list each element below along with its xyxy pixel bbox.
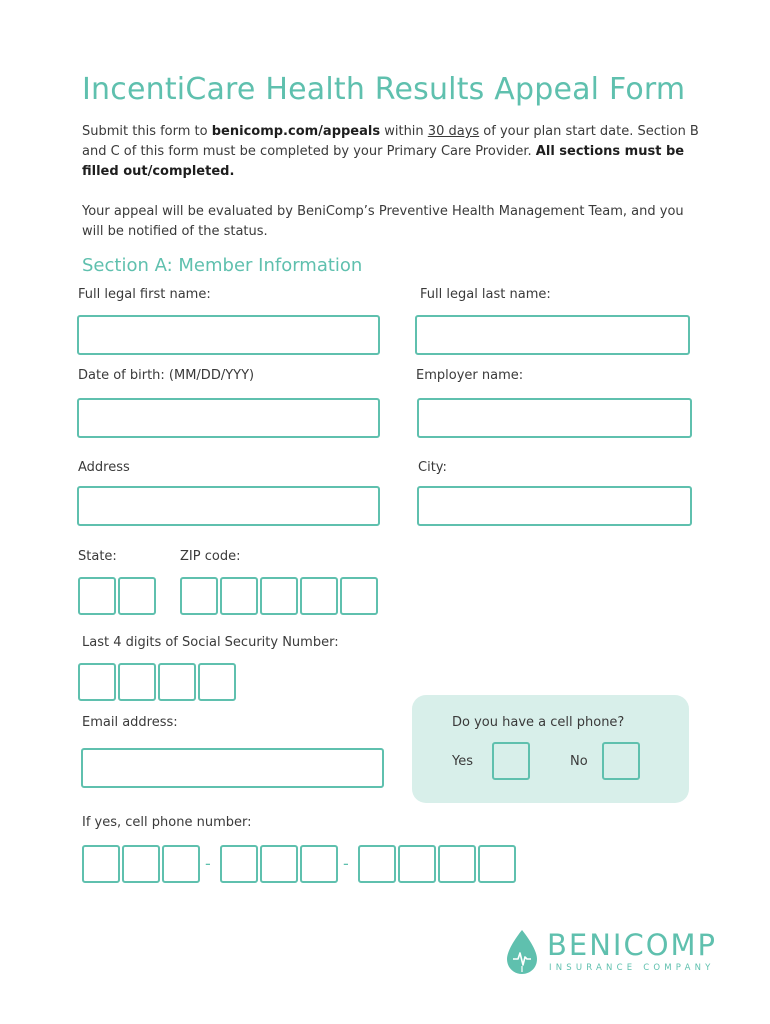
cell-phone-question: Do you have a cell phone? [452, 715, 625, 730]
section-a-title: Section A: Member Information [82, 255, 363, 276]
dob-label: Date of birth: (MM/DD/YYY) [78, 368, 255, 383]
ssn-label: Last 4 digits of Social Security Number: [82, 635, 339, 650]
yes-label: Yes [452, 754, 473, 769]
ssn-box[interactable] [198, 663, 236, 701]
email-field[interactable] [81, 748, 384, 788]
state-box[interactable] [118, 577, 156, 615]
phone-digit-box[interactable] [478, 845, 516, 883]
phone-digit-box[interactable] [220, 845, 258, 883]
cell-phone-panel [412, 695, 689, 803]
phone-digit-box[interactable] [122, 845, 160, 883]
address-field[interactable] [77, 486, 380, 526]
evaluation-paragraph: Your appeal will be evaluated by BeniComp’s Preventive Health Management Team, and you will be notified of the status. [82, 204, 684, 239]
yes-checkbox[interactable] [492, 742, 530, 780]
ssn-box[interactable] [78, 663, 116, 701]
email-label: Email address: [82, 715, 178, 730]
intro-text: Submit this form to [82, 124, 212, 139]
employer-label: Employer name: [416, 368, 524, 383]
state-box[interactable] [78, 577, 116, 615]
page-title: IncentiCare Health Results Appeal Form [82, 72, 686, 107]
ssn-box[interactable] [158, 663, 196, 701]
intro-text: within [380, 124, 428, 139]
zip-box[interactable] [260, 577, 298, 615]
dob-field[interactable] [77, 398, 380, 438]
phone-digit-box[interactable] [438, 845, 476, 883]
zip-box[interactable] [340, 577, 378, 615]
ssn-box[interactable] [118, 663, 156, 701]
city-label: City: [418, 460, 447, 475]
last-name-label: Full legal last name: [420, 287, 551, 302]
zip-label: ZIP code: [180, 549, 241, 564]
deadline-days: 30 days [427, 124, 480, 139]
phone-digit-box[interactable] [162, 845, 200, 883]
state-label: State: [78, 549, 117, 564]
employer-field[interactable] [417, 398, 692, 438]
zip-box[interactable] [180, 577, 218, 615]
phone-separator: - [343, 854, 349, 873]
first-name-label: Full legal first name: [78, 287, 211, 302]
zip-box[interactable] [300, 577, 338, 615]
intro-paragraph [82, 122, 702, 182]
logo-subtitle: INSURANCE COMPANY [549, 963, 715, 973]
phone-digit-box[interactable] [82, 845, 120, 883]
appeals-url[interactable]: benicomp.com/appeals [211, 124, 381, 139]
phone-digit-box[interactable] [260, 845, 298, 883]
city-field[interactable] [417, 486, 692, 526]
droplet-icon [503, 928, 541, 976]
phone-digit-box[interactable] [358, 845, 396, 883]
required-notice: All sections must be filled out/completed. [82, 144, 685, 179]
no-label: No [570, 754, 588, 769]
phone-digit-box[interactable] [300, 845, 338, 883]
phone-digit-box[interactable] [398, 845, 436, 883]
cell-number-label: If yes, cell phone number: [82, 815, 252, 830]
logo-wordmark: BENICOMP [547, 928, 718, 962]
zip-box[interactable] [220, 577, 258, 615]
last-name-field[interactable] [415, 315, 690, 355]
intro-text: of your plan start date. Section B and C of this form must be completed by your Primary Care Provider. [82, 124, 699, 159]
benicomp-logo [503, 928, 718, 978]
no-checkbox[interactable] [602, 742, 640, 780]
phone-separator: - [205, 854, 211, 873]
first-name-field[interactable] [77, 315, 380, 355]
address-label: Address [78, 460, 130, 475]
